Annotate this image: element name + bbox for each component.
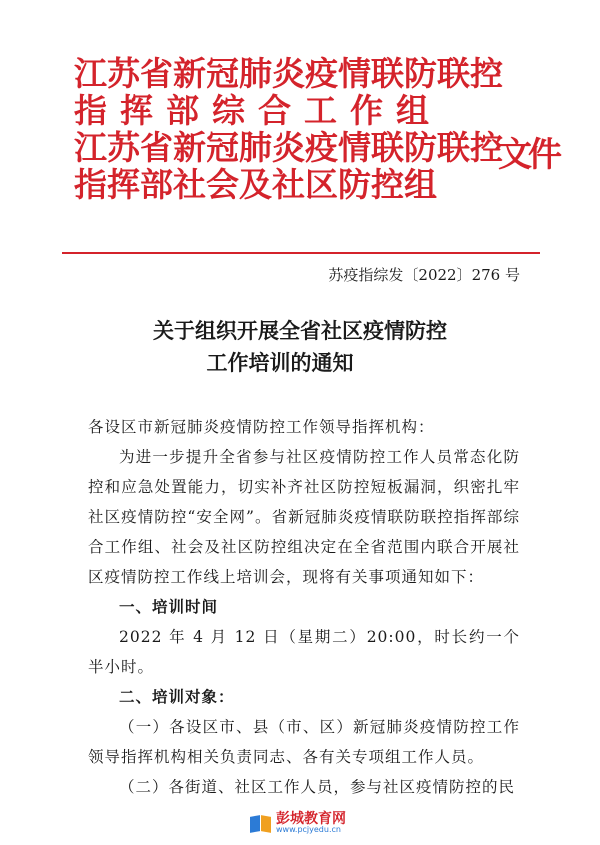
- letterhead-line-2: 指挥部综合工作组: [74, 91, 442, 130]
- book-logo-icon: [250, 812, 272, 834]
- section-2-item-2: （二）各街道、社区工作人员，参与社区疫情防控的民: [119, 778, 516, 796]
- title-line-1: 关于组织开展全省社区疫情防控: [153, 318, 447, 343]
- letterhead-line-4: 指挥部社会及社区防控组: [74, 165, 437, 204]
- title-line-2: 工作培训的通知: [206, 350, 354, 375]
- document-number: 苏疫指综发〔2022〕276 号: [328, 266, 520, 284]
- watermark-name: 彭城教育网: [276, 811, 346, 827]
- section-2-heading: 二、培训对象：: [119, 688, 235, 706]
- section-2-item-1: （一）各设区市、县（市、区）新冠肺炎疫情防控工作领导指挥机构相关负责同志、各有关专项组工作人员。: [88, 718, 520, 766]
- section-1-heading: 一、培训时间: [119, 598, 219, 616]
- salutation: 各设区市新冠肺炎疫情防控工作领导指挥机构：: [88, 418, 435, 436]
- site-watermark: [250, 812, 346, 834]
- document-body: [88, 412, 520, 802]
- letterhead-side-label: 文件: [498, 135, 558, 175]
- red-divider: [62, 252, 540, 254]
- intro-paragraph: 为进一步提升全省参与社区疫情防控工作人员常态化防控和应急处置能力，切实补齐社区防控短板漏洞，织密扎牢社区疫情防控“安全网”。省新冠肺炎疫情联防联控指挥部综合工作组、社会及社区防控组决定在全省范围内联合开展社区疫情防控工作线上培训会，现将有关事项通知如下：: [88, 448, 520, 586]
- section-1-text: 2022 年 4 月 12 日（星期二）20:00，时长约一个半小时。: [88, 628, 520, 676]
- letterhead: [74, 55, 504, 203]
- letterhead-line-1: 江苏省新冠肺炎疫情联防联控: [74, 54, 503, 93]
- watermark-url: www.pcjyedu.cn: [276, 825, 341, 834]
- document-title: [0, 315, 600, 379]
- letterhead-line-3: 江苏省新冠肺炎疫情联防联控: [74, 128, 503, 167]
